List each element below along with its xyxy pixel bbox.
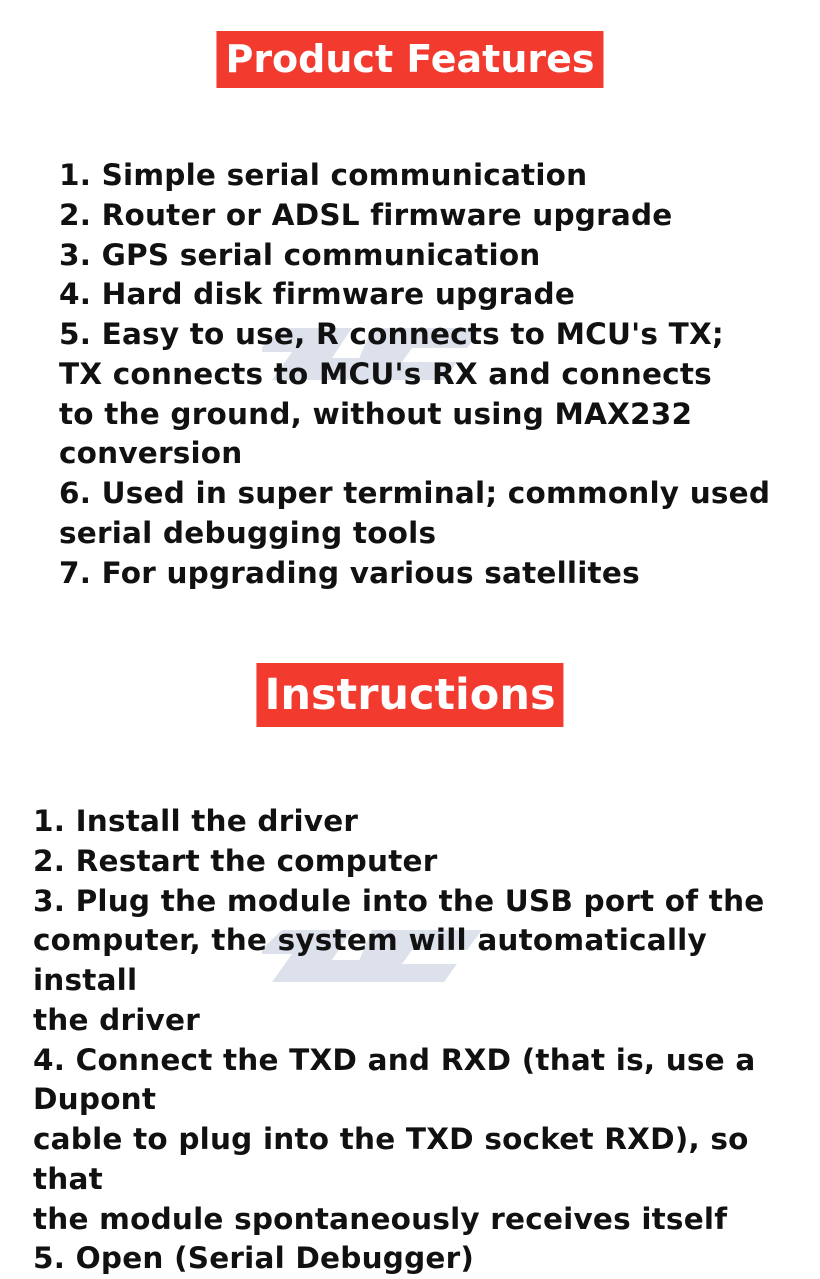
instruction-item: 4. Connect the TXD and RXD (that is, use a Dupont cable to plug into the TXD socket RXD), so that the module spontaneously receives itself bbox=[33, 1042, 756, 1236]
instruction-item: 5. Open (Serial Debugger) bbox=[33, 1241, 475, 1276]
instructions-title: Instructions bbox=[256, 663, 563, 727]
instruction-item: 2. Restart the computer bbox=[33, 843, 438, 878]
instruction-item: 1. Install the driver bbox=[33, 804, 359, 838]
feature-item: 2. Router or ADSL firmware upgrade bbox=[59, 197, 673, 232]
feature-item: 3. GPS serial communication bbox=[59, 237, 541, 272]
product-features-list bbox=[59, 156, 799, 593]
product-features-title: Product Features bbox=[216, 31, 603, 88]
instruction-item: 3. Plug the module into the USB port of the computer, the system will automatically install the driver bbox=[33, 883, 765, 1037]
feature-item: 5. Easy to use, R connects to MCU's TX; TX connects to MCU's RX and connects to the ground, without using MAX232 conversion bbox=[59, 317, 724, 471]
feature-item: 6. Used in super terminal; commonly used serial debugging tools bbox=[59, 476, 771, 550]
feature-item: 1. Simple serial communication bbox=[59, 158, 588, 192]
feature-item: 4. Hard disk firmware upgrade bbox=[59, 277, 576, 312]
instructions-list bbox=[33, 802, 818, 1279]
feature-item: 7. For upgrading various satellites bbox=[59, 555, 640, 590]
